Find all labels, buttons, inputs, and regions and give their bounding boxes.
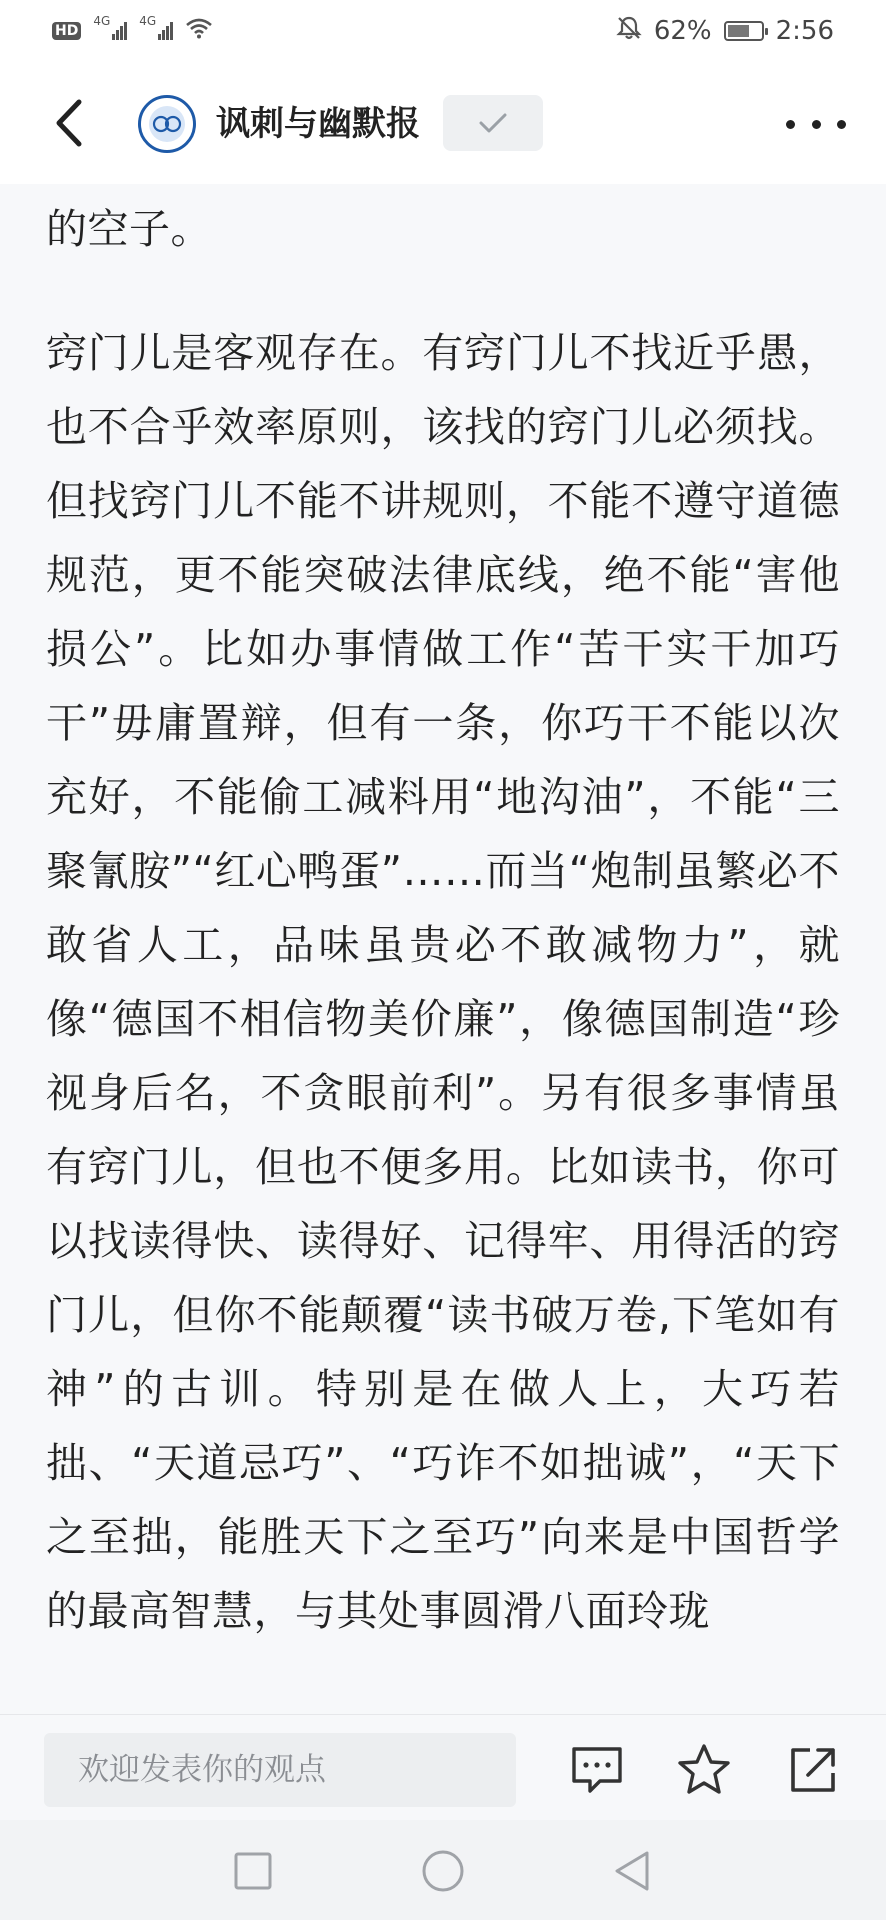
account-logo[interactable] bbox=[138, 95, 196, 153]
hd-icon: HD bbox=[52, 22, 81, 40]
back-button[interactable] bbox=[44, 98, 92, 148]
comments-button[interactable] bbox=[568, 1741, 626, 1799]
article-paragraph: 窍门儿是客观存在。有窍门儿不找近乎愚，也不合乎效率原则，该找的窍门儿必须找。但找窍门儿不能不讲规则，不能不遵守道德规范，更不能突破法律底线，绝不能“害他损公”。比如办事情做工作“苦干实干加巧干”毋庸置辩，但有一条，你巧干不能以次充好，不能偷工减料用“地沟油”，不能“三聚氰胺”“红心鸭蛋”……而当“炮制虽繁必不敢省人工，品味虽贵必不敢减物力”，就像“德国不相信物美价廉”，像德国制造“珍视身后名，不贪眼前利”。另有很多事情虽有窍门儿，但也不便多用。比如读书，你可以找读得快、读得好、记得牢、用得活的窍门儿，但你不能颠覆“读书破万卷,下笔如有神”的古训。特别是在做人上，大巧若拙、“天道忌巧”、“巧诈不如拙诚”，“天下之至拙，能胜天下之至巧”向来是中国哲学的最高智慧，与其处事圆滑八面玲珑 bbox=[46, 329, 840, 1635]
account-name[interactable]: 讽刺与幽默报 bbox=[216, 104, 420, 144]
back-arrow-icon bbox=[53, 98, 83, 148]
share-button[interactable] bbox=[784, 1741, 842, 1799]
more-options-button[interactable] bbox=[786, 102, 846, 146]
comment-icon bbox=[570, 1745, 624, 1795]
wifi-icon bbox=[185, 16, 213, 46]
comment-input[interactable]: 欢迎发表你的观点 bbox=[44, 1733, 516, 1807]
home-icon bbox=[421, 1849, 465, 1893]
recent-apps-icon bbox=[233, 1851, 273, 1891]
article-paragraph: 的空子。 bbox=[46, 205, 212, 253]
home-button[interactable] bbox=[416, 1844, 470, 1898]
status-left bbox=[52, 16, 213, 46]
battery-icon bbox=[724, 21, 764, 41]
app-header bbox=[0, 62, 886, 184]
recent-apps-button[interactable] bbox=[226, 1844, 280, 1898]
status-right bbox=[616, 15, 834, 48]
network-type-2: 4G bbox=[139, 14, 157, 28]
signal-icon-2 bbox=[139, 14, 173, 40]
back-triangle-icon bbox=[611, 1849, 651, 1893]
battery-percent: 62% bbox=[653, 16, 712, 46]
favorite-button[interactable] bbox=[675, 1741, 733, 1799]
more-dots-icon bbox=[786, 120, 795, 129]
article-body[interactable] bbox=[0, 184, 886, 1714]
share-icon bbox=[788, 1745, 838, 1795]
comment-bar bbox=[0, 1714, 886, 1820]
logo-emblem-icon bbox=[149, 106, 185, 142]
nav-back-button[interactable] bbox=[604, 1844, 658, 1898]
system-nav-bar bbox=[0, 1820, 886, 1920]
check-icon bbox=[478, 112, 508, 134]
signal-icon bbox=[93, 14, 127, 40]
clock-time: 2:56 bbox=[775, 16, 834, 46]
mute-bell-icon bbox=[616, 15, 642, 48]
followed-button[interactable] bbox=[443, 95, 543, 151]
network-type-1: 4G bbox=[93, 14, 111, 28]
status-bar bbox=[0, 0, 886, 62]
star-icon bbox=[676, 1743, 732, 1797]
